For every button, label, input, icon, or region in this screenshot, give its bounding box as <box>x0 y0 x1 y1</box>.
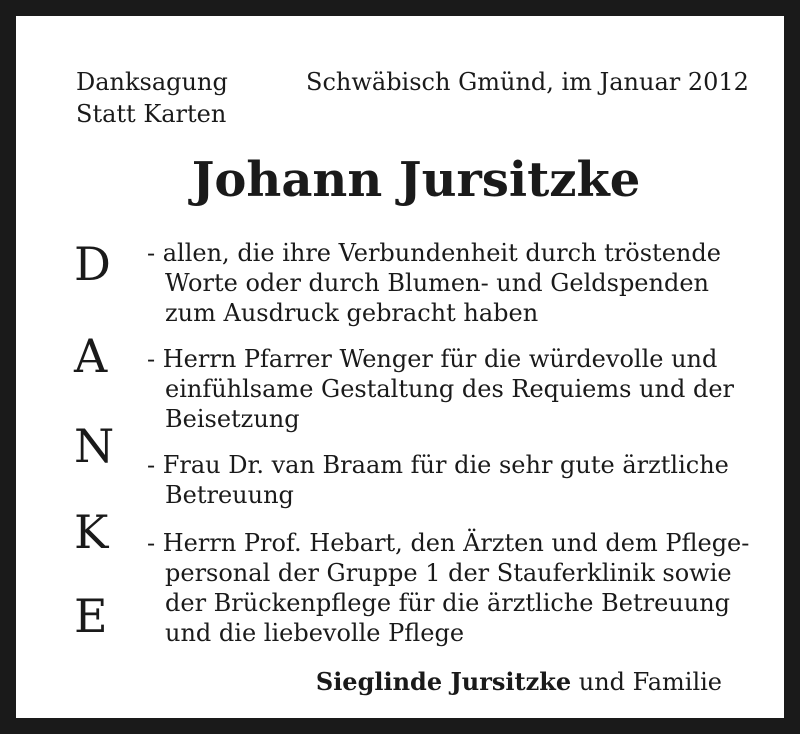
danke-letter-a: A <box>74 329 108 383</box>
place-date: Schwäbisch Gmünd, im Januar 2012 <box>306 68 749 96</box>
thanks-line: - Frau Dr. van Braam für die sehr gute ärztliche <box>147 451 729 479</box>
deceased-name: Johann Jursitzke <box>191 152 641 208</box>
thanks-line: einfühlsame Gestaltung des Requiems und der <box>165 375 735 403</box>
thanks-line: - Herrn Pfarrer Wenger für die würdevolle und <box>147 345 718 373</box>
signature <box>316 666 722 698</box>
thanks-item-3 <box>147 450 729 510</box>
thanks-line: Beisetzung <box>165 405 300 433</box>
thanks-line: und die liebevolle Pflege <box>165 619 465 647</box>
thanks-item-4 <box>147 528 749 648</box>
signature-suffix: und Familie <box>571 668 722 696</box>
signature-name: Sieglinde Jursitzke <box>315 667 572 696</box>
thanks-line: personal der Gruppe 1 der Stauferklinik sowie <box>165 559 732 587</box>
thanks-line: - Herrn Prof. Hebart, den Ärzten und dem Pflege- <box>147 529 750 557</box>
danke-letter-k: K <box>74 505 109 559</box>
thanks-line: zum Ausdruck gebracht haben <box>165 299 539 327</box>
thanks-line: - allen, die ihre Verbundenheit durch tröstende <box>147 239 721 267</box>
danke-letter-d: D <box>74 237 111 291</box>
danke-letter-n: N <box>74 419 115 473</box>
danke-letter-e: E <box>74 589 108 643</box>
thanks-item-2 <box>147 344 734 434</box>
thanks-item-1 <box>147 238 721 328</box>
header-left <box>76 66 228 130</box>
thanks-line: Betreuung <box>165 481 294 509</box>
statt-karten-label: Statt Karten <box>76 100 227 128</box>
thanks-line: der Brückenpflege für die ärztliche Betreuung <box>165 589 731 617</box>
thanks-line: Worte oder durch Blumen- und Geldspenden <box>165 269 709 297</box>
danksagung-label: Danksagung <box>76 68 228 96</box>
